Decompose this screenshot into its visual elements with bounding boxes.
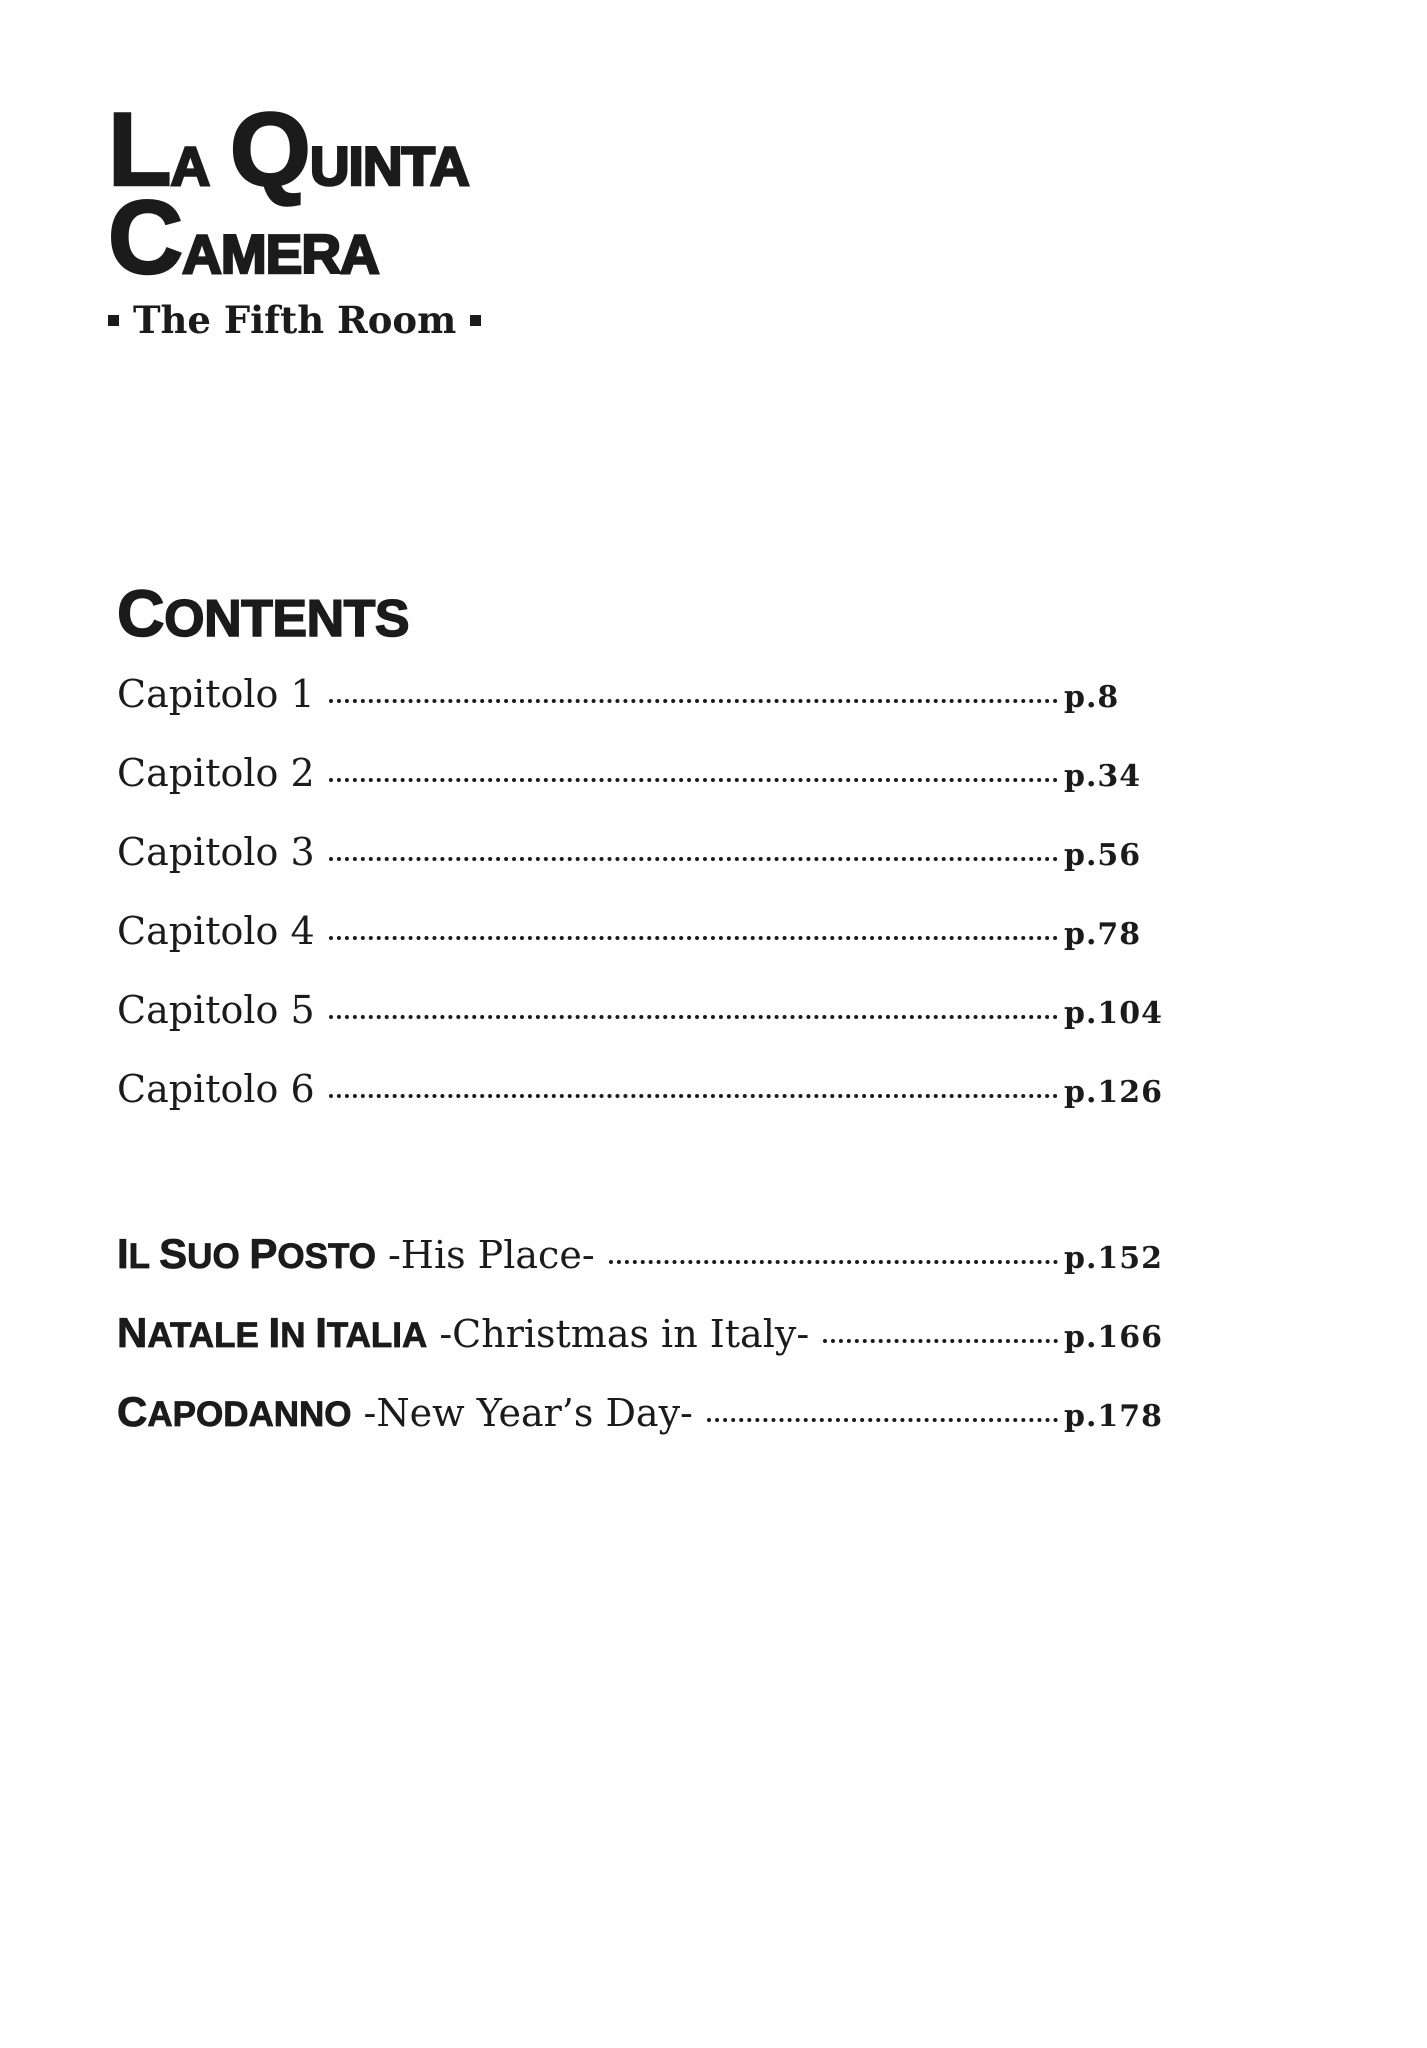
story-title-rest: TALIA: [326, 1316, 428, 1355]
toc-story-label: [117, 1309, 809, 1357]
book-subtitle: [108, 298, 481, 342]
toc-page-number: p.56: [1064, 838, 1142, 873]
book-title-line-1: La Quinta: [108, 92, 469, 208]
story-title-rest: L: [128, 1237, 160, 1276]
square-bullet-icon: [470, 315, 481, 326]
toc-row[interactable]: [117, 1230, 1164, 1309]
story-title-initial: I: [315, 1309, 327, 1356]
story-title-initial: I: [268, 1309, 281, 1356]
story-title-initial: I: [117, 1230, 129, 1277]
story-title-rest: UO: [187, 1237, 250, 1276]
toc-page-number: p.152: [1064, 1241, 1164, 1276]
toc-page-number: p.8: [1064, 680, 1120, 715]
square-bullet-icon: [108, 315, 119, 326]
toc-chapter-label: Capitolo 5: [117, 988, 315, 1032]
toc-page-number: p.166: [1064, 1320, 1164, 1355]
book-title-block: [108, 92, 481, 342]
dot-leader: [823, 1339, 1058, 1343]
toc-row[interactable]: [117, 1067, 1164, 1146]
toc-story-label: [117, 1388, 693, 1436]
toc-chapter-label: Capitolo 6: [117, 1067, 315, 1111]
toc-chapter-label: Capitolo 3: [117, 830, 315, 874]
dot-leader: [609, 1260, 1058, 1264]
story-title-rest: OSTO: [277, 1237, 376, 1276]
toc-page-number: p.34: [1064, 759, 1142, 794]
toc-row[interactable]: [117, 751, 1160, 830]
toc-chapter-label: Capitolo 1: [117, 672, 315, 716]
toc-chapter-label: Capitolo 2: [117, 751, 315, 795]
subtitle-text: The Fifth Room: [133, 298, 457, 342]
story-subtitle: -His Place-: [387, 1233, 595, 1277]
toc-row[interactable]: [117, 1309, 1164, 1388]
toc-story-label: [117, 1230, 595, 1278]
story-subtitle: -New Year’s Day-: [363, 1391, 693, 1435]
story-title-rest: APODANNO: [147, 1395, 352, 1434]
story-subtitle: -Christmas in Italy-: [439, 1312, 810, 1356]
toc-row[interactable]: [117, 909, 1160, 988]
story-title: [117, 1230, 376, 1277]
contents-heading: CONTENTS: [117, 576, 410, 650]
toc-chapter-label: Capitolo 4: [117, 909, 315, 953]
dot-leader: [707, 1418, 1058, 1422]
story-title-initial: S: [159, 1230, 188, 1277]
toc-row[interactable]: [117, 988, 1164, 1067]
extra-stories-list: [117, 1230, 1164, 1467]
story-title-rest: ATALE: [147, 1316, 269, 1355]
dot-leader: [329, 699, 1058, 703]
dot-leader: [329, 1094, 1058, 1098]
toc-row[interactable]: [117, 830, 1160, 909]
toc-row[interactable]: [117, 672, 1160, 751]
toc-page-number: p.126: [1064, 1075, 1164, 1110]
story-title: [117, 1388, 352, 1435]
story-title-initial: P: [249, 1230, 278, 1277]
chapter-list: [117, 672, 1164, 1146]
story-title: [117, 1309, 428, 1356]
dot-leader: [329, 1015, 1058, 1019]
toc-page-number: p.78: [1064, 917, 1142, 952]
dot-leader: [329, 778, 1058, 782]
dot-leader: [329, 857, 1058, 861]
story-title-initial: N: [117, 1309, 148, 1356]
book-title-line-2: Camera: [108, 180, 379, 296]
dot-leader: [329, 936, 1058, 940]
toc-page-number: p.104: [1064, 996, 1164, 1031]
toc-page-number: p.178: [1064, 1399, 1164, 1434]
story-title-rest: N: [280, 1316, 316, 1355]
story-title-initial: C: [117, 1388, 148, 1435]
toc-row[interactable]: [117, 1388, 1164, 1467]
